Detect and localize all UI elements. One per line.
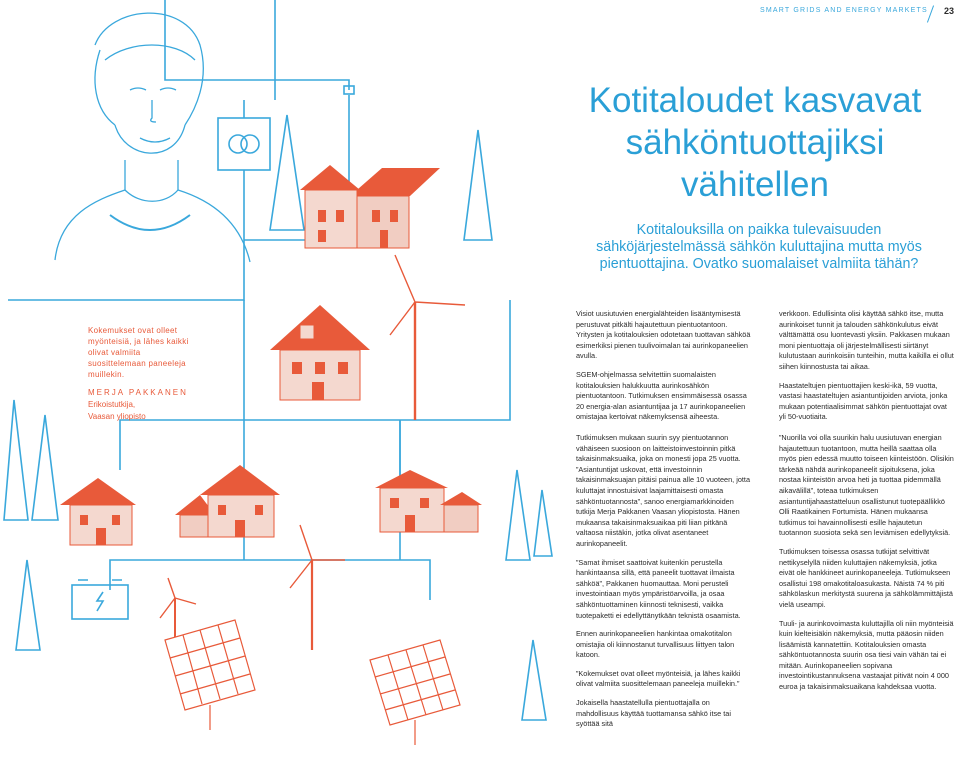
body-column-1-top <box>576 309 754 431</box>
paragraph: Haastateltujen pientuottajien keski-ikä, 59 vuotta, vastasi haastateltujen asiantuntijoiden arviota, jonka mukaan potentiaalisimmat sähkön pientuottajat ovat yli 50-vuotiaita. <box>779 380 948 422</box>
author-org: Vaasan yliopisto <box>88 412 146 421</box>
author-credit <box>88 387 198 423</box>
pylon-icon-3 <box>4 400 28 520</box>
house-icon-5 <box>375 470 482 532</box>
paragraph: verkkoon. Edullisinta olisi käyttää sähkö itse, mutta aurinkoiset tunnit ja talouden sähkönkulutus eivät välttämättä osu luontevasti yksiin. Pakkasen mukaan moni pientuottaja oli järjestelmällisesti siirtänyt kulutustaan aurinkoisiin tunteihin, mutta kaikilla ei ollut siihen kiinnostusta tai aikaa. <box>779 309 954 371</box>
paragraph: Tuuli- ja aurinkovoimasta kuluttajilla oli niin myönteisiä kuin kielteisiäkin näkemyksiä, mutta pääosin niiden lisäämistä kannatettiin. Kotitalouksien omasta sähköntuotannosta suurin osa tiesi vain vähän tai ei mitään. Aurinkopaneelien sopivana investointikustannuksena vastaajat pitivät noin 4 000 euroa ja takaisinmaksuaikana kahdeksaa vuotta. <box>779 618 954 692</box>
house-icon-4 <box>175 465 280 537</box>
title-line-1: Kotitaloudet kasvavat <box>588 81 922 120</box>
paragraph: ”Nuorilla voi olla suurikin halu uusiutuvan energian hajautettuun tuotantoon, mutta heillä saattaa olla myös pien edessä muutto toiseen kiinteistöön. Olisikin tärkeää nähdä aurinkopaneelit sijoituksena, joka nostaa kiinteistön arvoa heti ja tuottaa pidemmällä aikavälillä”, toteaa tutkimuksen asiantuntijahaastatteluun osallistunut tuotepäällikkö Olli Raatikainen Fortumista. Hänen mukaansa tutkimus toi havainnollisesti esille hajautetun tuotannon suosiota sekä sen leviämisen edellytyksiä. <box>779 433 954 538</box>
paragraph: SGEM-ohjelmassa selvitettiin suomalaisten kotitalouksien halukkuutta aurinkosähkön pientuotantoon. Tutkimuksen ensimmäisessä osassa 20 energia-alan asiantuntijaa ja 17 aurinkopaneelien omistajaa kertoivat näkemyksensä aiheesta. <box>576 369 747 422</box>
pylon-icon-4 <box>32 415 58 520</box>
grid-line-left <box>8 240 244 300</box>
wind-turbine-icon-2 <box>290 525 345 650</box>
paragraph: ”Samat ihmiset saattoivat kuitenkin perustella hankintaansa sillä, että paneelit tuottavat ilmaista sähköä”, Pakkanen huomauttaa. Moni perusteli investointiaan myös ympäristöarvoilla, ja osaa sähköntuottaminen kiinnosti teknisesti, vaikka tuotepaketti ei edellyttänytkään teknistä osaamista. <box>576 557 741 620</box>
paragraph: Ennen aurinkopaneelien hankintaa omakotitalon omistajia oli kiinnostanut turvallisuus liittyen talon katoon. <box>576 629 735 660</box>
pull-quote: Kokemukset ovat olleet myönteisiä, ja lähes kaikki olivat valmiita suosittelemaan paneeleja muillekin. <box>88 326 189 379</box>
pylon-icon-2 <box>464 130 492 240</box>
paragraph: Visiot uusiutuvien energialähteiden lisääntymisestä perustuvat pitkälti hajautettuun pientuotantoon. Yritysten ja kotitalouksien odotetaan tuottavan sähköä esimerkiksi pienen tuulivoimalan tai aurinkopaneelien avulla. <box>576 309 751 361</box>
transformer-icon <box>218 118 270 170</box>
running-header <box>760 7 960 23</box>
author-role: Erikoistutkija, <box>88 400 136 409</box>
grid-line-top <box>165 0 349 90</box>
paragraph: Tutkimuksen mukaan suurin syy pientuotannon vähäiseen suosioon on laitteistoinvestoinnin pitkä takaisinmaksuaika, joka on monesti jopa 25 vuotta. ”Asiantuntijat uskovat, että investoinnin takaisinmaksuajan pitäisi painua alle 10 vuoteen, jotta kuluttajat innostuisivat laajamittaisesti omasta sähköntuotannosta”, sanoo energiamarkkinoiden tutkija Merja Pakkanen Vaasan yliopistosta. Hänen mukaansa takaisinmaksuaikaa piti liian pitkänä valtaosa niistäkin, jotka olivat asentaneet aurinkopaneelit. <box>576 433 751 548</box>
pylon-icon-5 <box>16 560 40 650</box>
paragraph: Tutkimuksen toisessa osassa tutkijat selvittivät nettikyselyllä niiden kuluttajien näkemyksiä, jotka eivät ole hankkineet aurinkopaneeleja. Tutkimukseen osallistui 198 omakotitaloasukasta. Näistä 74 % piti sähkölaskun merkitystä suurena ja sähkölämmittäjistä vielä useampi. <box>779 546 953 609</box>
house-icon-2 <box>270 305 370 400</box>
page-number: 23 <box>944 6 955 16</box>
house-icon-1 <box>300 165 440 248</box>
house-icon-3 <box>60 478 136 545</box>
solar-panel-icon-1 <box>165 620 255 730</box>
wind-turbine-icon-1 <box>390 255 465 420</box>
section-title: SMART GRIDS AND ENERGY MARKETS <box>760 7 928 14</box>
paragraph: Jokaisella haastatellulla pientuottajalla on mahdollisuus käyttää tuottamansa sähkö itse tai syöttää sitä <box>576 698 731 729</box>
author-portrait <box>55 13 250 262</box>
pylon-icon-1 <box>270 115 304 230</box>
solar-panel-icon-2 <box>370 640 460 745</box>
battery-icon <box>72 585 128 619</box>
pylon-icon-6 <box>506 470 530 560</box>
header-divider <box>927 5 934 22</box>
title-line-2: sähköntuottajiksi <box>625 123 885 162</box>
pylon-icon-8 <box>522 640 546 720</box>
paragraph: ”Kokemukset ovat olleet myönteisiä, ja lähes kaikki olivat valmiita suosittelemaan paneeleja muillekin.” <box>576 668 741 689</box>
author-name: MERJA PAKKANEN <box>88 388 188 397</box>
lead-paragraph: Kotitalouksilla on paikka tulevaisuuden sähköjärjestelmässä sähkön kuluttajina mutta myös pientuottajina. Ovatko suomalaiset valmiita tähän? <box>596 222 922 272</box>
body-column-1-bottom <box>576 433 754 738</box>
pylon-icon-7 <box>534 490 552 556</box>
body-column-2-top <box>779 309 954 431</box>
article-title <box>560 80 950 206</box>
body-column-2-bottom <box>779 433 954 701</box>
title-line-3: vähitellen <box>681 165 829 204</box>
